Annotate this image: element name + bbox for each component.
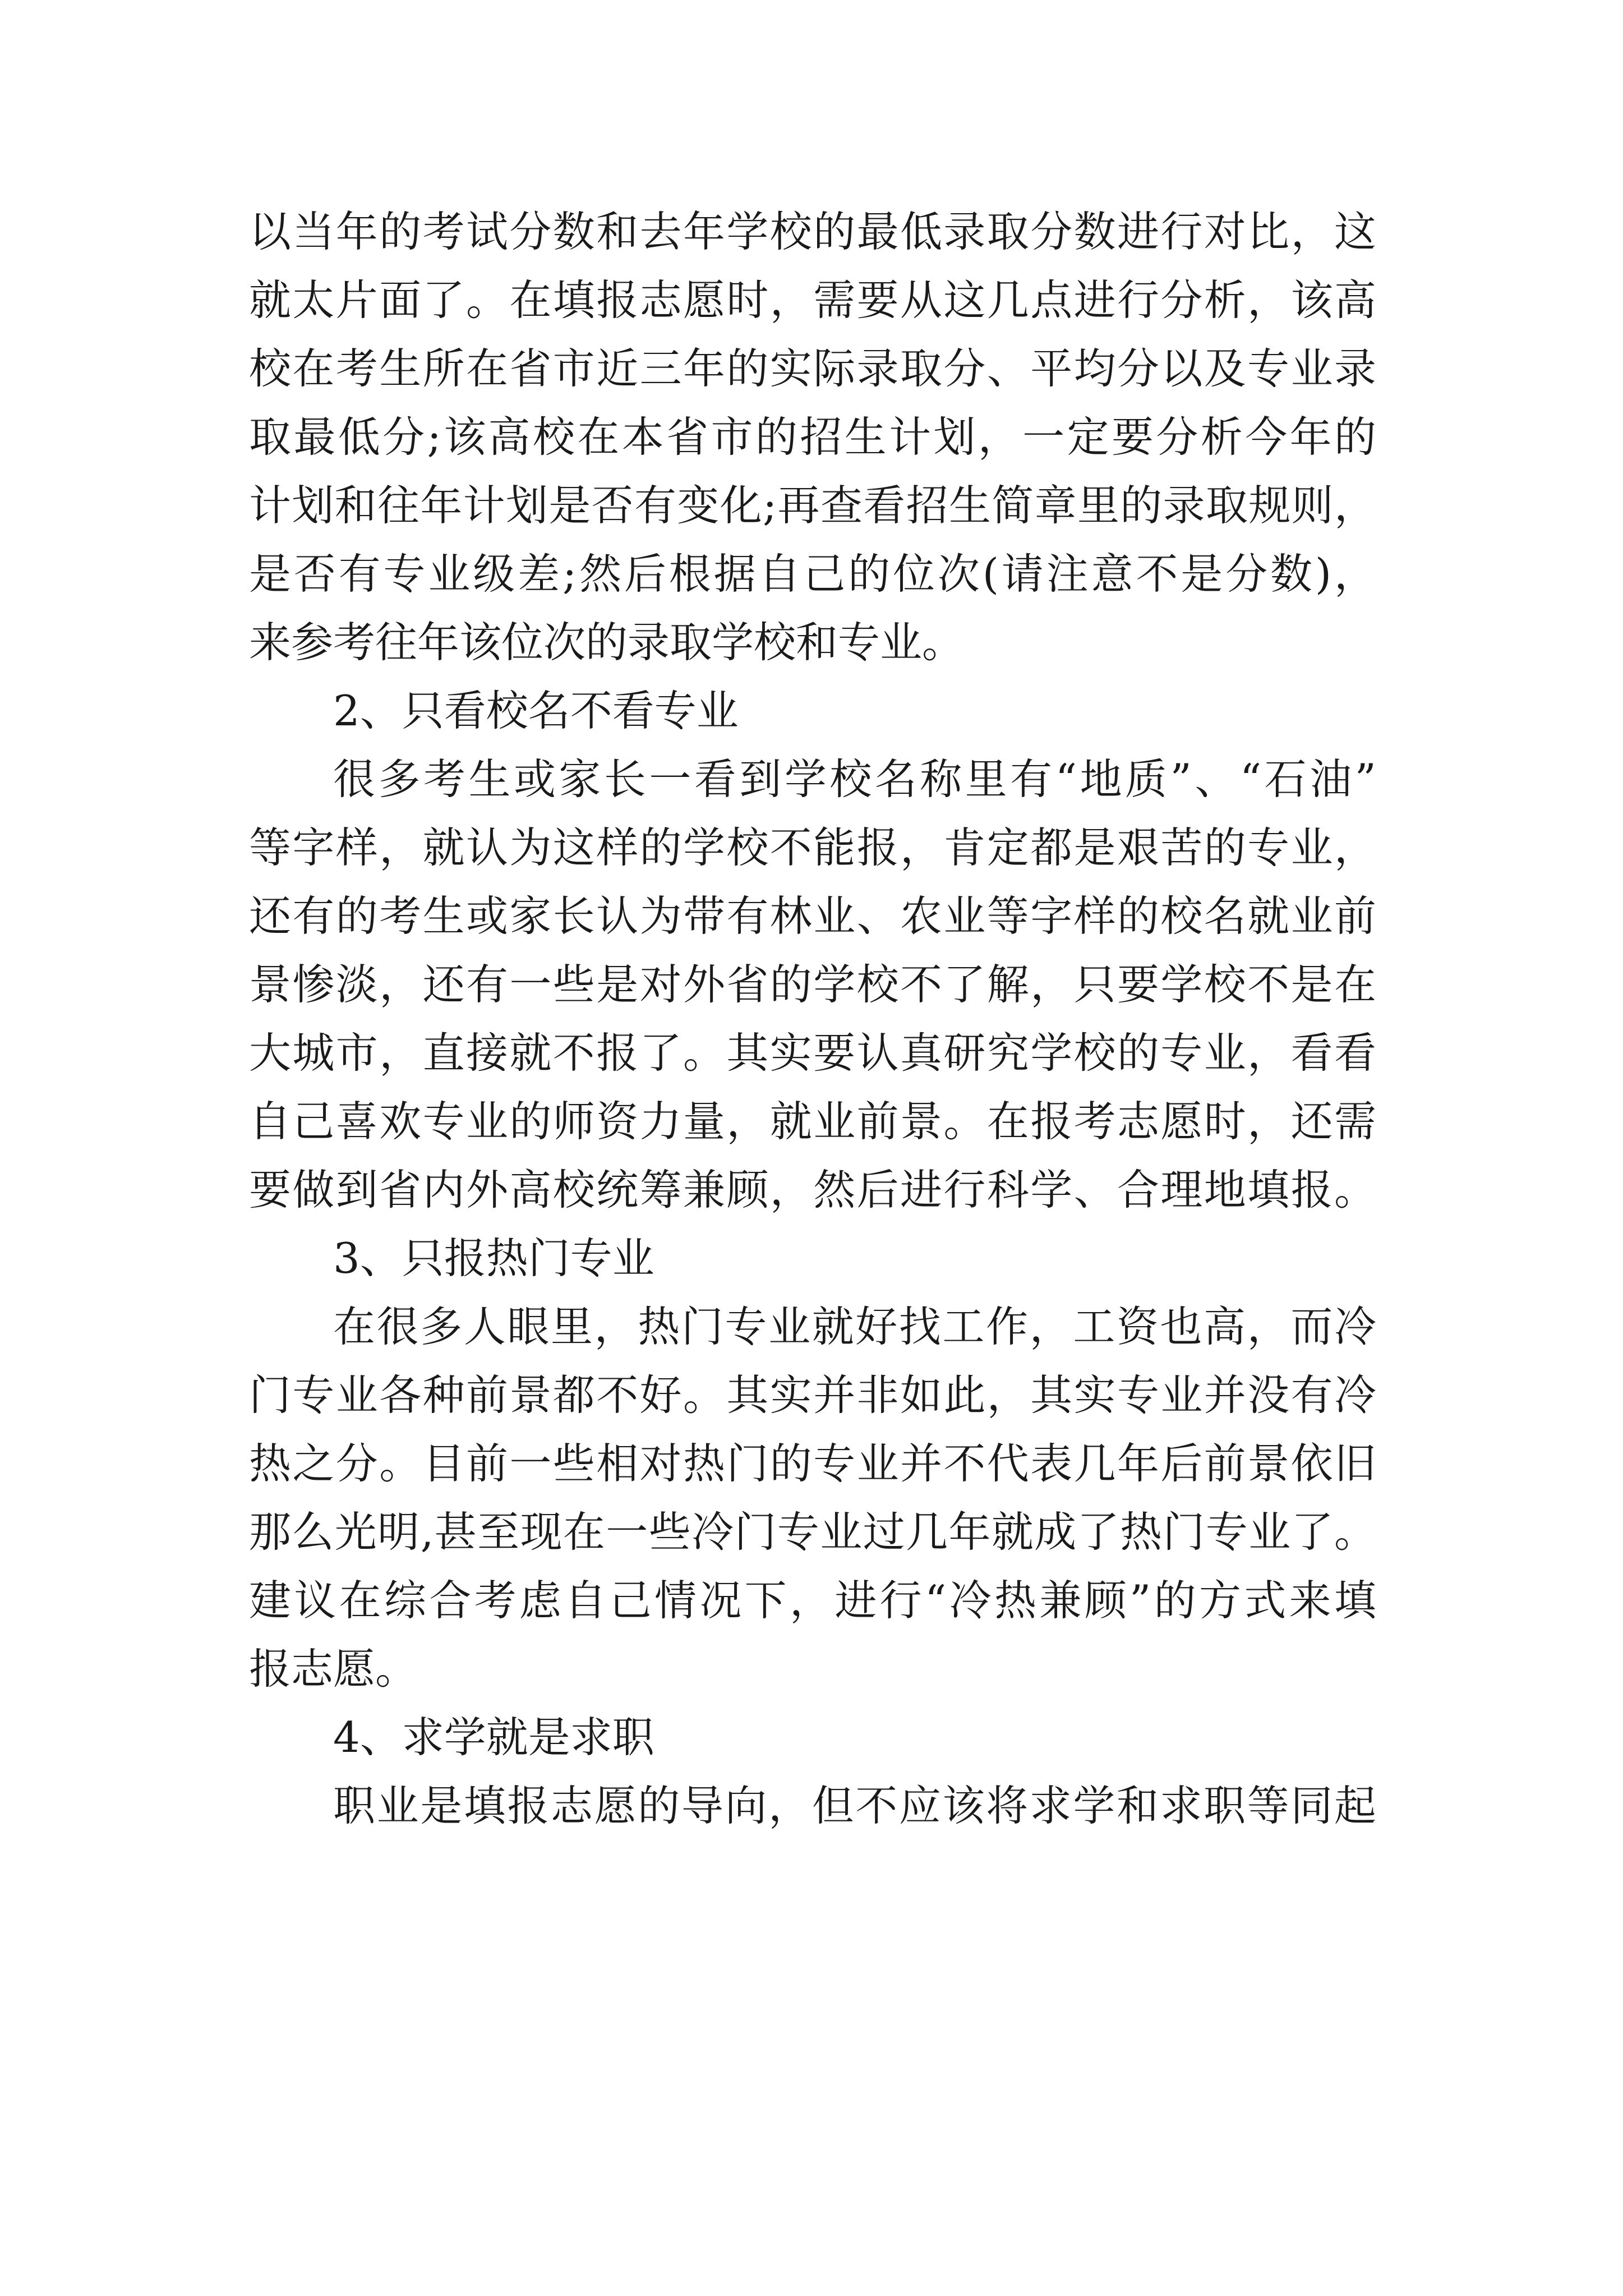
text-line: 取最低分;该高校在本省市的招生计划，一定要分析今年的 (249, 412, 1376, 462)
text-line: 热之分。目前一些相对热门的专业并不代表几年后前景依旧 (249, 1439, 1376, 1488)
text-line: 在很多人眼里，热门专业就好找工作，工资也高，而冷 (333, 1302, 1376, 1351)
paragraph-4 (249, 1772, 1376, 1840)
text-line: 来参考往年该位次的录取学校和专业。 (249, 618, 965, 667)
text-line: 校在考生所在省市近三年的实际录取分、平均分以及专业录 (249, 344, 1376, 393)
text-line: 那么光明,甚至现在一些冷门专业过几年就成了热门专业了。 (249, 1507, 1376, 1557)
document-body (249, 197, 1376, 1840)
paragraph-1 (249, 197, 1376, 677)
text-line: 职业是填报志愿的导向，但不应该将求学和求职等同起 (333, 1781, 1376, 1830)
text-line: 是否有专业级差;然后根据自己的位次(请注意不是分数)， (249, 549, 1376, 599)
text-line: 要做到省内外高校统筹兼顾，然后进行科学、合理地填报。 (249, 1165, 1376, 1214)
section-heading-2: 2、只看校名不看专业 (333, 686, 739, 735)
text-line: 等字样，就认为这样的学校不能报，肯定都是艰苦的专业， (249, 823, 1376, 872)
text-line: 很多考生或家长一看到学校名称里有“地质”、“石油” (333, 754, 1376, 804)
text-line: 建议在综合考虑自己情况下，进行“冷热兼顾”的方式来填 (249, 1576, 1376, 1625)
text-line: 以当年的考试分数和去年学校的最低录取分数进行对比，这 (249, 207, 1376, 256)
text-line: 计划和往年计划是否有变化;再查看招生简章里的录取规则， (249, 481, 1376, 530)
text-line: 就太片面了。在填报志愿时，需要从这几点进行分析，该高 (249, 275, 1376, 325)
paragraph-2 (249, 745, 1376, 1224)
text-line: 景惨淡，还有一些是对外省的学校不了解，只要学校不是在 (249, 960, 1376, 1009)
text-line: 门专业各种前景都不好。其实并非如此，其实专业并没有冷 (249, 1370, 1376, 1420)
text-line: 报志愿。 (249, 1644, 418, 1694)
section-heading-3: 3、只报热门专业 (333, 1234, 654, 1283)
text-line: 自己喜欢专业的师资力量，就业前景。在报考志愿时，还需 (249, 1097, 1376, 1146)
section-heading-4: 4、求学就是求职 (333, 1713, 654, 1762)
text-line: 还有的考生或家长认为带有林业、农业等字样的校名就业前 (249, 891, 1376, 941)
text-line: 大城市，直接就不报了。其实要认真研究学校的专业，看看 (249, 1028, 1376, 1078)
paragraph-3 (249, 1292, 1376, 1703)
